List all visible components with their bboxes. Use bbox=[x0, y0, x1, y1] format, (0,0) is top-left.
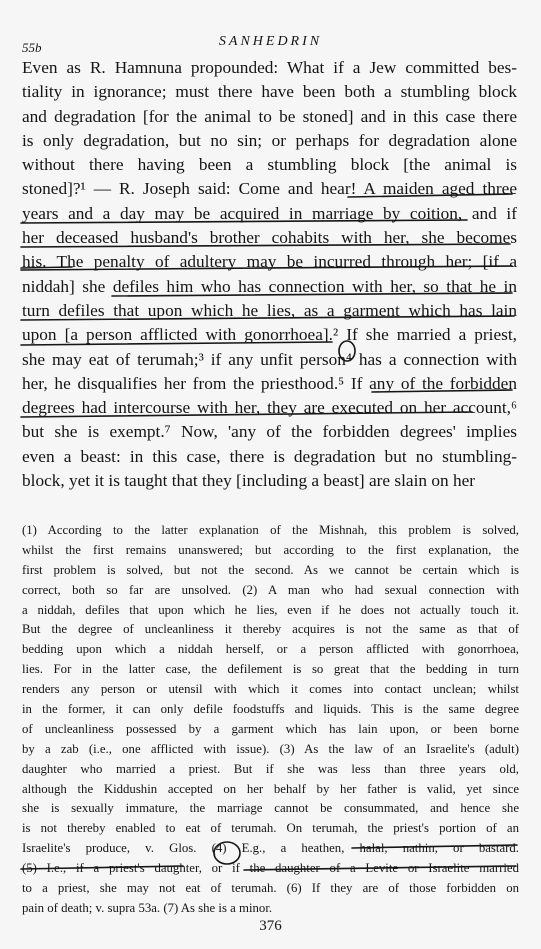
main-text-line: upon [a person afflicted with gonorrhoea].² If she married a priest, bbox=[22, 325, 517, 345]
main-text-line: but she is exempt.⁷ Now, 'any of the forbidden degrees' implies bbox=[22, 422, 517, 442]
footnote-line: renders any person or utensil with which it comes into contact unclean; whilst bbox=[22, 682, 519, 697]
main-text-line: degrees had intercourse with her, they are executed on her account,⁶ bbox=[22, 398, 517, 418]
main-text-line: niddah] she defiles him who has connection with her, so that he in bbox=[22, 276, 517, 296]
footnote-line: is not thereby enabled to eat of terumah. On terumah, the priest's portion of an bbox=[22, 821, 519, 836]
footnote-line: although the Kiddushin accepted on her behalf by her father is valid, yet since bbox=[22, 781, 519, 796]
main-text-line: and degradation [for the animal to be stoned] and in this case there bbox=[22, 106, 517, 126]
main-text-line: her, he disqualifies her from the priesthood.⁵ If any of the forbidden bbox=[22, 373, 517, 393]
footnote-line: pain of death; v. supra 53a. (7) As she is a minor. bbox=[22, 900, 273, 915]
footnote-line: by a zab (i.e., one afflicted with issue). (3) As the law of an Israelite's (adult) bbox=[22, 741, 519, 756]
footnote-line: to a priest, she may not eat of terumah. (6) If they are of those forbidden on bbox=[22, 881, 519, 896]
footnote-line: (1) According to the latter explanation of the Mishnah, this problem is solved, bbox=[22, 523, 519, 537]
main-text-line: is only degradation, but no sin; or perhaps for degradation alone bbox=[22, 130, 517, 150]
main-text-line: without there having been a stumbling block [the animal is bbox=[22, 155, 517, 175]
main-text-line: Even as R. Hamnuna propounded: What if a Jew committed bes- bbox=[22, 58, 517, 77]
main-text-line: block, yet it is taught that they [including a beast] are slain on her bbox=[22, 471, 476, 491]
footnote-line: But the degree of uncleanliness it thereby acquires is not the same as that of bbox=[22, 622, 519, 637]
footnote-line: (5) I.e., if a priest's daughter, or if the daughter of a Levite or Israelite married bbox=[22, 861, 519, 876]
footnote-line: in the former, it can only defile foodstuffs and liquids. This is the same degree bbox=[22, 702, 519, 717]
main-text-line: stoned]?¹ — R. Joseph said: Come and hear! A maiden aged three bbox=[22, 179, 517, 199]
main-text-line: even a beast: in this case, there is degradation but no stumbling- bbox=[22, 446, 517, 466]
footnote-line: Israelite's produce, v. Glos. (4) E.g., a heathen, halal, nathin, or bastard. bbox=[22, 841, 519, 856]
footnote-line: of uncleanliness possessed by a garment which has lain upon, or been borne bbox=[22, 721, 519, 736]
main-text-line: she may eat of terumah;³ if any unfit person⁴ has a connection with bbox=[22, 349, 517, 369]
footnote-line: bedding upon which a niddah herself, or a person afflicted with gonorrhoea, bbox=[22, 642, 519, 657]
footnotes-block bbox=[22, 521, 519, 919]
main-text-line: years and a day may be acquired in marriage by coition, and if bbox=[22, 203, 517, 223]
footnote-line: a niddah, defiles that upon which he lies, even if he does not actually touch it. bbox=[22, 602, 519, 617]
running-head: SANHEDRIN bbox=[218, 34, 323, 49]
footnote-line: whilst the first remains unanswered; but according to the first explanation, the bbox=[22, 542, 519, 557]
page-number: 376 bbox=[259, 918, 282, 934]
footnote-line: first problem is solved, but not the second. As we cannot be certain which is bbox=[22, 562, 519, 577]
main-text-line: turn defiles that upon which he lies, as a garment which has lain bbox=[22, 300, 517, 320]
main-text-line: her deceased husband's brother cohabits with her, she becomes bbox=[22, 228, 517, 248]
folio-reference: 55b bbox=[22, 40, 42, 55]
footnote-line: she is sexually immature, the marriage cannot be consummated, and hence she bbox=[22, 801, 519, 816]
main-text-block bbox=[22, 56, 517, 493]
footnote-line: correct, both so far are unsolved. (2) A man who had sexual connection with bbox=[22, 582, 519, 597]
main-text-line: tiality in ignorance; must there have been both a stumbling block bbox=[22, 82, 517, 102]
main-text-line: his. The penalty of adultery may be incurred through her; [if a bbox=[22, 252, 517, 272]
footnote-line: daughter who married a priest. But if she was less than three years old, bbox=[22, 761, 519, 776]
footnote-line: lies. For in the latter case, the defilement is so great that the bedding in turn bbox=[22, 662, 519, 677]
